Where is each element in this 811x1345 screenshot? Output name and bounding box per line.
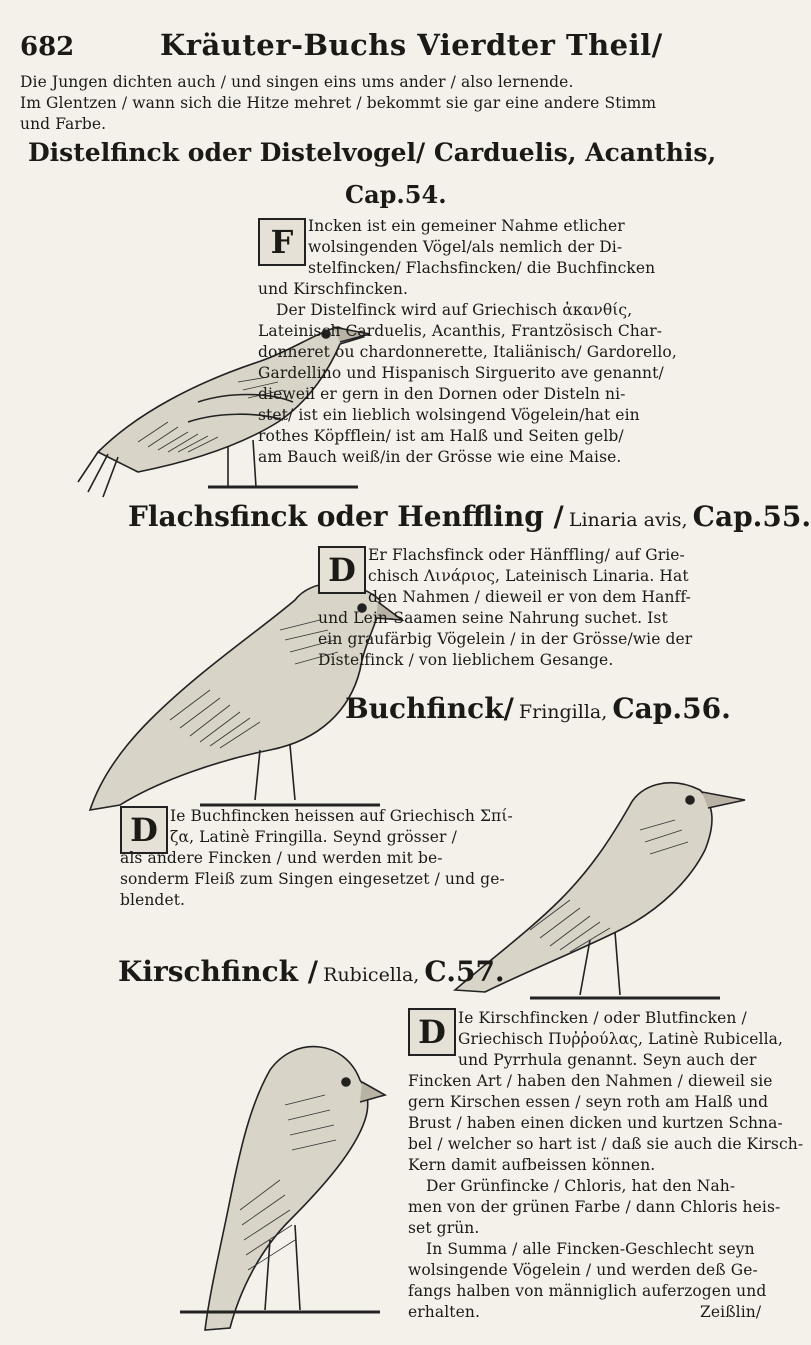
text-line: wolsingenden Vögel/als nemlich der Di- <box>308 238 623 256</box>
text-line: Er Flachsfinck oder Hänffling/ auf Grie- <box>368 546 685 564</box>
text-line: Ie Buchfincken heissen auf Griechisch Σπί- <box>170 807 513 825</box>
text-line: men von der grünen Farbe / dann Chloris heis- <box>408 1198 781 1216</box>
text-line: Fincken Art / haben den Nahmen / dieweil sie <box>408 1072 773 1090</box>
text-line: Kern damit aufbeissen können. <box>408 1156 656 1174</box>
flachsfinck-chapter: Cap.55. <box>692 500 811 533</box>
buchfinck-heading-row <box>345 692 731 725</box>
kirschfinck-chapter: C.57. <box>424 955 505 988</box>
flachsfinck-latin: Linaria avis, <box>568 509 688 531</box>
text-line: sonderm Fleiß zum Singen eingesetzet / und ge- <box>120 870 505 888</box>
text-line: dieweil er gern in den Dornen oder Disteln ni- <box>258 385 626 403</box>
text-line: wolsingende Vögelein / und werden deß Ge- <box>408 1261 758 1279</box>
bullfinch-illustration <box>120 1010 400 1340</box>
text-line: und Lein-Saamen seine Nahrung suchet. Ist <box>318 609 668 627</box>
flachsfinck-text-body <box>318 608 783 671</box>
text-line: Distelfinck / von lieblichem Gesange. <box>318 651 614 669</box>
text-line: chisch Λινάριος, Lateinisch Linaria. Hat <box>368 567 689 585</box>
distelfinck-chapter: Cap.54. <box>345 180 447 209</box>
flachsfinck-dropcap: D <box>318 546 366 594</box>
text-line: stet/ ist ein lieblich wolsingend Vögelein/hat ein <box>258 406 640 424</box>
text-line: ζα, Latinè Fringilla. Seynd grösser / <box>170 828 457 846</box>
text-line: am Bauch weiß/in der Grösse wie eine Maise. <box>258 448 622 466</box>
text-line: Der Distelfinck wird auf Griechisch ἀκανθίς, <box>276 301 633 319</box>
distelfinck-heading: Distelfinck oder Distelvogel/ Carduelis, Acanthis, <box>28 138 717 167</box>
buchfinck-latin: Fringilla, <box>518 701 608 723</box>
text-line: Ie Kirschfincken / oder Blutfincken / <box>458 1009 747 1027</box>
intro-text <box>20 72 780 135</box>
text-line: rothes Köpfflein/ ist am Halß und Seiten gelb/ <box>258 427 624 445</box>
text-line: bel / welcher so hart ist / daß sie auch die Kirsch- <box>408 1135 804 1153</box>
catchword: Zeißlin/ <box>700 1303 762 1321</box>
kirschfinck-text-body <box>408 1071 804 1323</box>
running-title: Kräuter-Buchs Vierdter Theil/ <box>160 28 663 62</box>
intro-line: Im Glentzen / wann sich die Hitze mehret / bekommt sie gar eine andere Stimm <box>20 94 657 112</box>
text-line: Incken ist ein gemeiner Nahme etlicher <box>308 217 625 235</box>
flachsfinck-heading-row <box>128 500 811 533</box>
text-line: stelfincken/ Flachsfincken/ die Buchfincken <box>308 259 656 277</box>
buchfinck-heading: Buchfinck/ <box>345 692 514 725</box>
kirschfinck-heading: Kirschfinck / <box>118 955 319 988</box>
text-line: gern Kirschen essen / seyn roth am Halß und <box>408 1093 769 1111</box>
text-line: als andere Fincken / und werden mit be- <box>120 849 443 867</box>
text-line: fangs halben von männiglich auferzogen und <box>408 1282 767 1300</box>
text-line: blendet. <box>120 891 186 909</box>
page-number: 682 <box>20 32 75 62</box>
text-line: ein graufärbig Vögelein / in der Grösse/wie der <box>318 630 693 648</box>
distelfinck-text-top <box>308 216 783 279</box>
text-line: set grün. <box>408 1219 480 1237</box>
buchfinck-dropcap: D <box>120 806 168 854</box>
distelfinck-dropcap: F <box>258 218 306 266</box>
text-line: und Pyrrhula genannt. Seyn auch der <box>458 1051 757 1069</box>
text-line: den Nahmen / dieweil er von dem Hanff- <box>368 588 691 606</box>
text-line: Der Grünfincke / Chloris, hat den Nah- <box>426 1177 736 1195</box>
kirschfinck-latin: Rubicella, <box>323 964 420 986</box>
text-line: donneret ou chardonnerette, Italiänisch/ Gardorello, <box>258 343 677 361</box>
buchfinck-text-body <box>120 848 505 911</box>
kirschfinck-dropcap: D <box>408 1008 456 1056</box>
text-line: erhalten. <box>408 1303 480 1321</box>
text-line: Griechisch Πυῤῥούλας, Latinè Rubicella, <box>458 1030 784 1048</box>
kirschfinck-text-top <box>458 1008 788 1071</box>
distelfinck-text-body <box>258 279 783 468</box>
buchfinck-text-top <box>170 806 513 848</box>
intro-line: und Farbe. <box>20 115 107 133</box>
intro-line: Die Jungen dichten auch / und singen eins ums ander / also lernende. <box>20 73 574 91</box>
text-line: Brust / haben einen dicken und kurtzen Schna- <box>408 1114 783 1132</box>
text-line: Gardellino und Hispanisch Sirguerito ave genannt/ <box>258 364 664 382</box>
kirschfinck-heading-row <box>118 955 505 988</box>
buchfinck-chapter: Cap.56. <box>612 692 731 725</box>
text-line: und Kirschfincken. <box>258 280 409 298</box>
text-line: Lateinisch Carduelis, Acanthis, Frantzösisch Char- <box>258 322 663 340</box>
flachsfinck-heading: Flachsfinck oder Henffling / <box>128 500 564 533</box>
text-line: In Summa / alle Fincken-Geschlecht seyn <box>426 1240 755 1258</box>
flachsfinck-text-top <box>368 545 783 608</box>
